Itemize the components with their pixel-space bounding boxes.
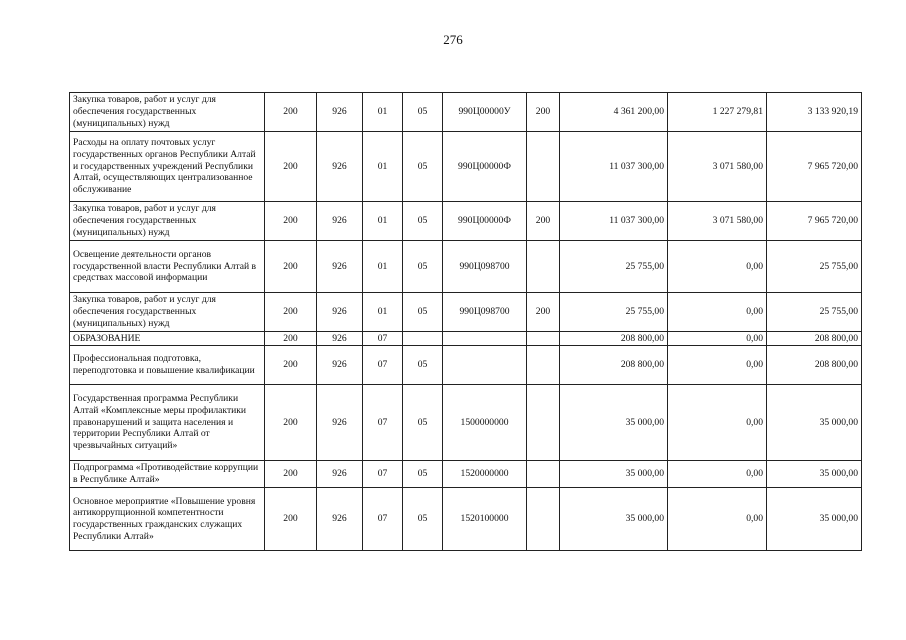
cell-amount-plan: 11 037 300,00 bbox=[560, 132, 668, 202]
cell-subsection: 05 bbox=[403, 488, 443, 551]
cell-admin: 200 bbox=[265, 346, 317, 385]
cell-expense-type: 200 bbox=[527, 202, 560, 241]
cell-amount-executed: 0,00 bbox=[668, 461, 767, 488]
cell-ministry: 926 bbox=[317, 132, 363, 202]
cell-amount-remaining: 35 000,00 bbox=[767, 488, 862, 551]
cell-target-article: 1520000000 bbox=[443, 461, 527, 488]
cell-amount-remaining: 35 000,00 bbox=[767, 461, 862, 488]
cell-target-article: 990Ц00000Ф bbox=[443, 132, 527, 202]
cell-amount-plan: 208 800,00 bbox=[560, 332, 668, 346]
cell-ministry: 926 bbox=[317, 93, 363, 132]
cell-ministry: 926 bbox=[317, 385, 363, 461]
cell-admin: 200 bbox=[265, 93, 317, 132]
cell-admin: 200 bbox=[265, 293, 317, 332]
cell-expense-type bbox=[527, 132, 560, 202]
cell-amount-executed: 0,00 bbox=[668, 385, 767, 461]
cell-ministry: 926 bbox=[317, 488, 363, 551]
cell-amount-remaining: 7 965 720,00 bbox=[767, 202, 862, 241]
cell-target-article bbox=[443, 332, 527, 346]
cell-expense-type bbox=[527, 488, 560, 551]
cell-subsection bbox=[403, 332, 443, 346]
cell-section: 07 bbox=[363, 461, 403, 488]
cell-subsection: 05 bbox=[403, 132, 443, 202]
table-row bbox=[70, 202, 862, 241]
page-number: 276 bbox=[443, 32, 463, 47]
cell-amount-executed: 0,00 bbox=[668, 332, 767, 346]
cell-amount-remaining: 3 133 920,19 bbox=[767, 93, 862, 132]
cell-amount-plan: 11 037 300,00 bbox=[560, 202, 668, 241]
table-row bbox=[70, 241, 862, 293]
cell-subsection: 05 bbox=[403, 93, 443, 132]
cell-amount-remaining: 208 800,00 bbox=[767, 332, 862, 346]
cell-admin: 200 bbox=[265, 488, 317, 551]
cell-section: 01 bbox=[363, 132, 403, 202]
cell-amount-executed: 1 227 279,81 bbox=[668, 93, 767, 132]
cell-admin: 200 bbox=[265, 332, 317, 346]
cell-section: 07 bbox=[363, 346, 403, 385]
cell-ministry: 926 bbox=[317, 293, 363, 332]
cell-admin: 200 bbox=[265, 461, 317, 488]
cell-amount-executed: 0,00 bbox=[668, 241, 767, 293]
row-name: Государственная программа Республики Алтай «Комплексные меры профилактики правонарушений и защита населения и территории Республики Алтай от чрезвычайных ситуаций» bbox=[70, 385, 265, 461]
cell-amount-executed: 0,00 bbox=[668, 346, 767, 385]
table-row bbox=[70, 132, 862, 202]
cell-section: 07 bbox=[363, 488, 403, 551]
cell-section: 01 bbox=[363, 93, 403, 132]
cell-amount-plan: 208 800,00 bbox=[560, 346, 668, 385]
cell-ministry: 926 bbox=[317, 461, 363, 488]
cell-subsection: 05 bbox=[403, 241, 443, 293]
cell-target-article bbox=[443, 346, 527, 385]
row-name: Основное мероприятие «Повышение уровня антикоррупционной компетентности государственных гражданских служащих Республики Алтай» bbox=[70, 488, 265, 551]
cell-amount-remaining: 208 800,00 bbox=[767, 346, 862, 385]
cell-admin: 200 bbox=[265, 241, 317, 293]
cell-amount-remaining: 25 755,00 bbox=[767, 241, 862, 293]
cell-subsection: 05 bbox=[403, 346, 443, 385]
cell-section: 01 bbox=[363, 241, 403, 293]
cell-admin: 200 bbox=[265, 132, 317, 202]
cell-section: 01 bbox=[363, 293, 403, 332]
cell-amount-executed: 0,00 bbox=[668, 293, 767, 332]
cell-amount-remaining: 35 000,00 bbox=[767, 385, 862, 461]
cell-expense-type: 200 bbox=[527, 93, 560, 132]
row-name: ОБРАЗОВАНИЕ bbox=[70, 332, 265, 346]
cell-subsection: 05 bbox=[403, 293, 443, 332]
cell-ministry: 926 bbox=[317, 241, 363, 293]
cell-expense-type bbox=[527, 461, 560, 488]
row-name: Профессиональная подготовка, переподготовка и повышение квалификации bbox=[70, 346, 265, 385]
cell-amount-plan: 4 361 200,00 bbox=[560, 93, 668, 132]
cell-expense-type bbox=[527, 241, 560, 293]
cell-section: 01 bbox=[363, 202, 403, 241]
cell-expense-type bbox=[527, 332, 560, 346]
row-name: Закупка товаров, работ и услуг для обеспечения государственных (муниципальных) нужд bbox=[70, 202, 265, 241]
cell-ministry: 926 bbox=[317, 332, 363, 346]
cell-subsection: 05 bbox=[403, 385, 443, 461]
cell-section: 07 bbox=[363, 332, 403, 346]
cell-target-article: 1500000000 bbox=[443, 385, 527, 461]
row-name: Расходы на оплату почтовых услуг государственных органов Республики Алтай и государственных учреждений Республики Алтай, осуществляющих централизованное обслуживание bbox=[70, 132, 265, 202]
cell-amount-executed: 0,00 bbox=[668, 488, 767, 551]
cell-admin: 200 bbox=[265, 385, 317, 461]
cell-target-article: 990Ц098700 bbox=[443, 241, 527, 293]
cell-target-article: 990Ц00000Ф bbox=[443, 202, 527, 241]
table-row bbox=[70, 346, 862, 385]
row-name: Подпрограмма «Противодействие коррупции в Республике Алтай» bbox=[70, 461, 265, 488]
cell-target-article: 1520100000 bbox=[443, 488, 527, 551]
cell-expense-type: 200 bbox=[527, 293, 560, 332]
cell-amount-plan: 25 755,00 bbox=[560, 241, 668, 293]
cell-amount-plan: 35 000,00 bbox=[560, 385, 668, 461]
cell-target-article: 990Ц00000У bbox=[443, 93, 527, 132]
cell-ministry: 926 bbox=[317, 346, 363, 385]
row-name: Освещение деятельности органов государственной власти Республики Алтай в средствах массовой информации bbox=[70, 241, 265, 293]
cell-subsection: 05 bbox=[403, 202, 443, 241]
cell-expense-type bbox=[527, 346, 560, 385]
row-name: Закупка товаров, работ и услуг для обеспечения государственных (муниципальных) нужд bbox=[70, 293, 265, 332]
cell-amount-executed: 3 071 580,00 bbox=[668, 132, 767, 202]
table-row bbox=[70, 93, 862, 132]
cell-subsection: 05 bbox=[403, 461, 443, 488]
row-name: Закупка товаров, работ и услуг для обеспечения государственных (муниципальных) нужд bbox=[70, 93, 265, 132]
cell-target-article: 990Ц098700 bbox=[443, 293, 527, 332]
cell-ministry: 926 bbox=[317, 202, 363, 241]
table-row bbox=[70, 385, 862, 461]
table-row bbox=[70, 488, 862, 551]
cell-amount-remaining: 7 965 720,00 bbox=[767, 132, 862, 202]
cell-expense-type bbox=[527, 385, 560, 461]
cell-amount-executed: 3 071 580,00 bbox=[668, 202, 767, 241]
budget-table bbox=[69, 92, 862, 551]
table-row bbox=[70, 332, 862, 346]
cell-admin: 200 bbox=[265, 202, 317, 241]
cell-amount-plan: 35 000,00 bbox=[560, 488, 668, 551]
cell-amount-plan: 35 000,00 bbox=[560, 461, 668, 488]
cell-amount-plan: 25 755,00 bbox=[560, 293, 668, 332]
table-row bbox=[70, 461, 862, 488]
cell-amount-remaining: 25 755,00 bbox=[767, 293, 862, 332]
cell-section: 07 bbox=[363, 385, 403, 461]
table-row bbox=[70, 293, 862, 332]
